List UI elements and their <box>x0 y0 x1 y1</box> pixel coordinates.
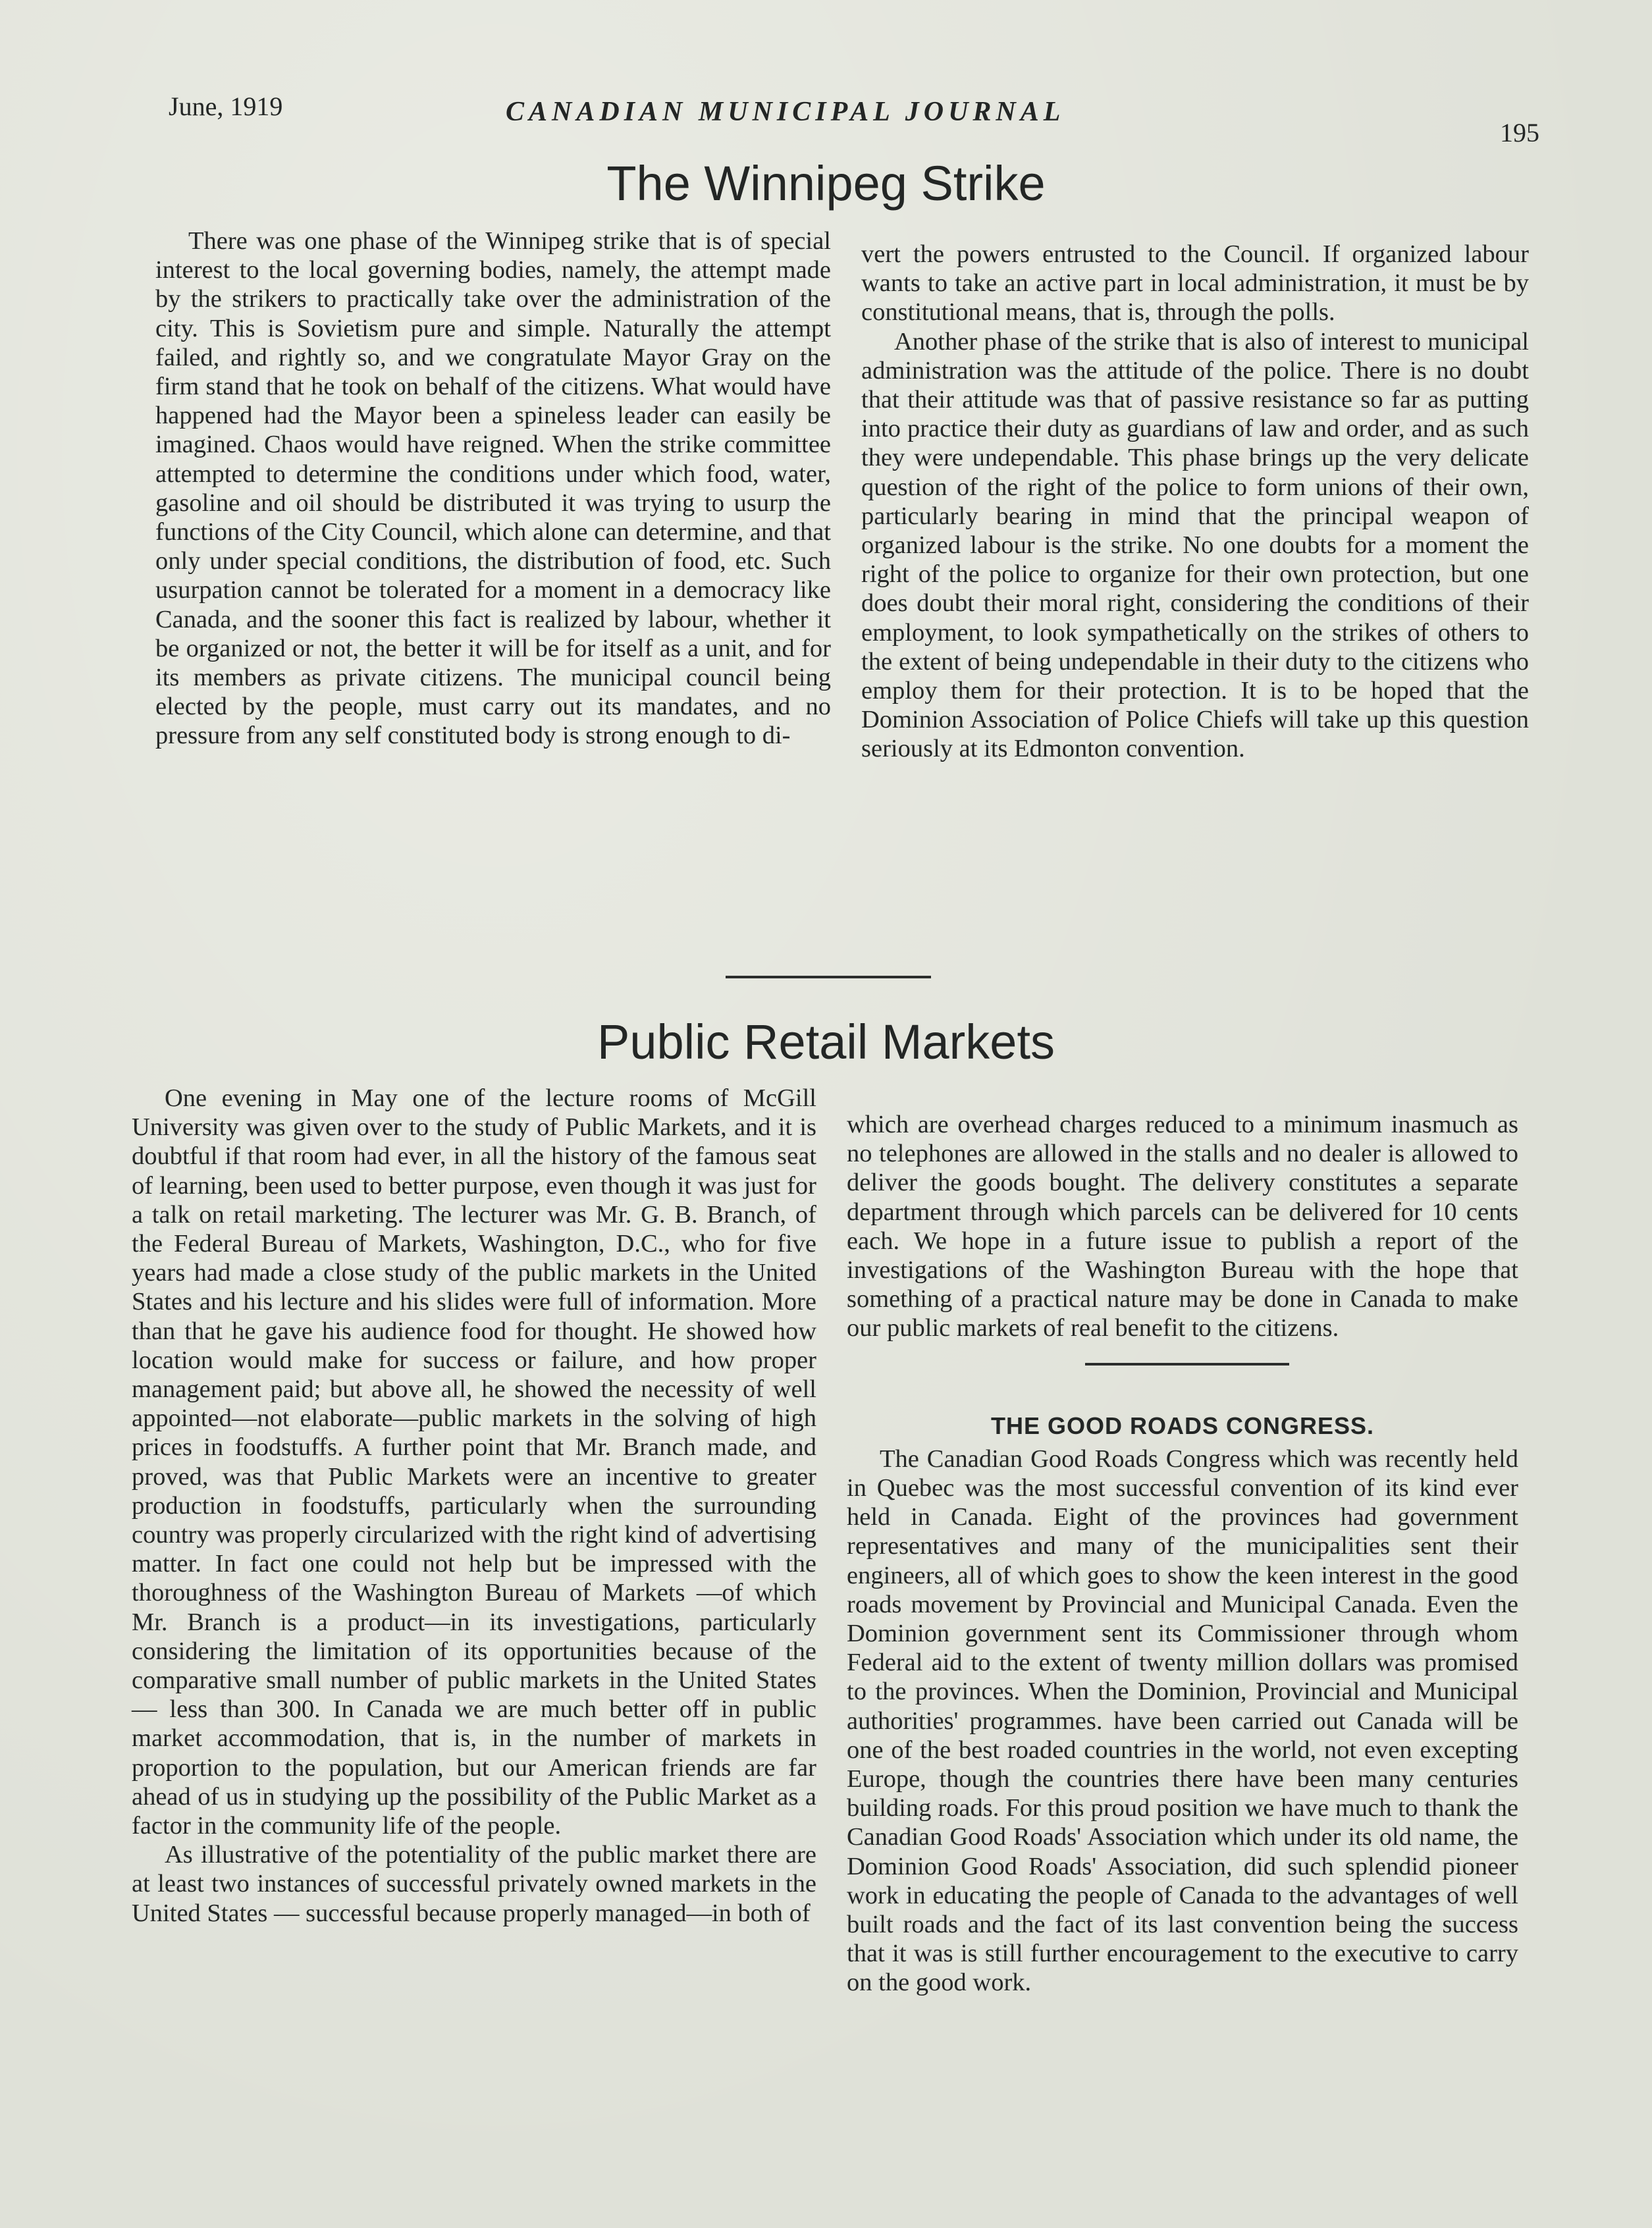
section-divider <box>1085 1363 1289 1366</box>
page-number: 195 <box>1500 118 1539 147</box>
winnipeg-strike-column-left <box>155 226 831 751</box>
article-title-winnipeg-strike: The Winnipeg Strike <box>606 156 1046 211</box>
issue-date: June, 1919 <box>169 92 283 121</box>
winnipeg-strike-column-right <box>861 240 1529 764</box>
paragraph: There was one phase of the Winnipeg strike that is of special interest to the local governing bodies, namely, the attempt made by the strikers to practically take over the administration of the city. This is Sovietism pure and simple. Naturally the attempt failed, and rightly so, and we congratulate Mayor Gray on the firm stand that he took on behalf of the citizens. What would have happened had the Mayor been a spineless leader can easily be imagined. Chaos would have reigned. When the strike committee attempted to determine the conditions under which food, water, gasoline and oil should be distributed it was trying to usurp the functions of the City Council, which alone can determine, and that only under special conditions, the distribution of food, etc. Such usurpation cannot be tolerated for a moment in a democracy like Canada, and the sooner this fact is realized by labour, whether it be organized or not, the better it will be for itself as a unit, and for its members as private citizens. The municipal council being elected by the people, must carry out its mandates, and no pressure from any self constituted body is strong enough to di- <box>155 227 831 750</box>
page-header <box>169 91 1539 147</box>
paragraph: The Canadian Good Roads Congress which was recently held in Quebec was the most successful convention of its kind ever held in Canada. Eight of the provinces had government representatives and many of the municipalities sent their engineers, all of which goes to show the keen interest in the good roads movement by Provincial and Municipal Canada. Even the Dominion government sent its Commissioner through whom Federal aid to the extent of twenty million dollars was promised to the provinces. When the Dominion, Provincial and Municipal authorities' programmes. have been carried out Canada will be one of the best roaded countries in the world, not even excepting Europe, though the countries there have been many centuries building roads. For this proud position we have much to thank the Canadian Good Roads' Association which under its old name, the Dominion Good Roads' Association, did such splendid pioneer work in educating the people of Canada to the advantages of well built roads and the fact of its last convention being the success that it was is still further encouragement to the executive to carry on the good work. <box>847 1445 1518 1997</box>
public-markets-column-left <box>132 1084 816 1928</box>
paragraph: As illustrative of the potentiality of the public market there are at least two instances of successful privately owned markets in the United States — successful because properly managed—in both of <box>132 1841 816 1927</box>
journal-name: CANADIAN MUNICIPAL JOURNAL <box>506 97 1065 127</box>
paragraph-continuation: which are overhead charges reduced to a minimum inasmuch as no telephones are allowed in the stalls and no dealer is allowed to deliver the goods bought. The delivery constitutes a separate department through which parcels can be delivered for 10 cents each. We hope in a future issue to publish a report of the investigations of the Washington Bureau with the hope that something of a practical nature may be done in Canada to make our public markets of real benefit to the citizens. <box>847 1111 1518 1342</box>
good-roads-congress-heading: THE GOOD ROADS CONGRESS. <box>990 1412 1375 1439</box>
section-divider <box>726 976 931 978</box>
paragraph-continuation: vert the powers entrusted to the Council. If organized labour wants to take an active part in local administration, it must be by constitutional means, that is, through the polls. <box>861 240 1529 327</box>
paragraph: Another phase of the strike that is also of interest to municipal administration was the attitude of the police. There is no doubt that their attitude was that of passive resistance so far as putting into practice their duty as guardians of law and order, and as such they were undependable. This phase brings up the very delicate question of the right of the police to form unions of their own, particularly bearing in mind that the principal weapon of organized labour is the strike. No one doubts for a moment the right of the police to organize for their own protection, but one does doubt their moral right, considering the conditions of their employment, to look sympathetically on the strikes of others to the extent of being undependable in their duty to the citizens who employ them for their protection. It is to be hoped that the Dominion Association of Police Chiefs will take up this question seriously at its Edmonton convention. <box>861 327 1529 763</box>
article-title-public-retail-markets: Public Retail Markets <box>597 1015 1055 1069</box>
paragraph: One evening in May one of the lecture rooms of McGill University was given over to the study of Public Markets, and it is doubtful if that room had ever, in all the history of the famous seat of learning, been used to better purpose, even though it was just for a talk on retail marketing. The lecturer was Mr. G. B. Branch, of the Federal Bureau of Markets, Washington, D.C., who for five years had made a close study of the public markets in the United States and his lecture and his slides were full of information. More than that he gave his audience food for thought. He showed how location would make for success or failure, and how proper management paid; but above all, he showed the necessity of well appointed—not elaborate—public markets in the solving of high prices in foodstuffs. A further point that Mr. Branch made, and proved, was that Public Markets were an incentive to greater production in foodstuffs, particularly when the surrounding country was properly circularized with the right kind of advertising matter. In fact one could not help but be impressed with the thoroughness of the Washington Bureau of Markets —of which Mr. Branch is a product—in its investigations, particularly considering the limitation of its opportunities because of the comparative small number of public markets in the United States — less than 300. In Canada we are much better off in public market accommodation, that is, in the number of markets in proportion to the population, but our American friends are far ahead of us in studying up the possibility of the Public Market as a factor in the community life of the people. <box>132 1084 816 1840</box>
public-markets-column-right <box>847 1110 1518 1998</box>
